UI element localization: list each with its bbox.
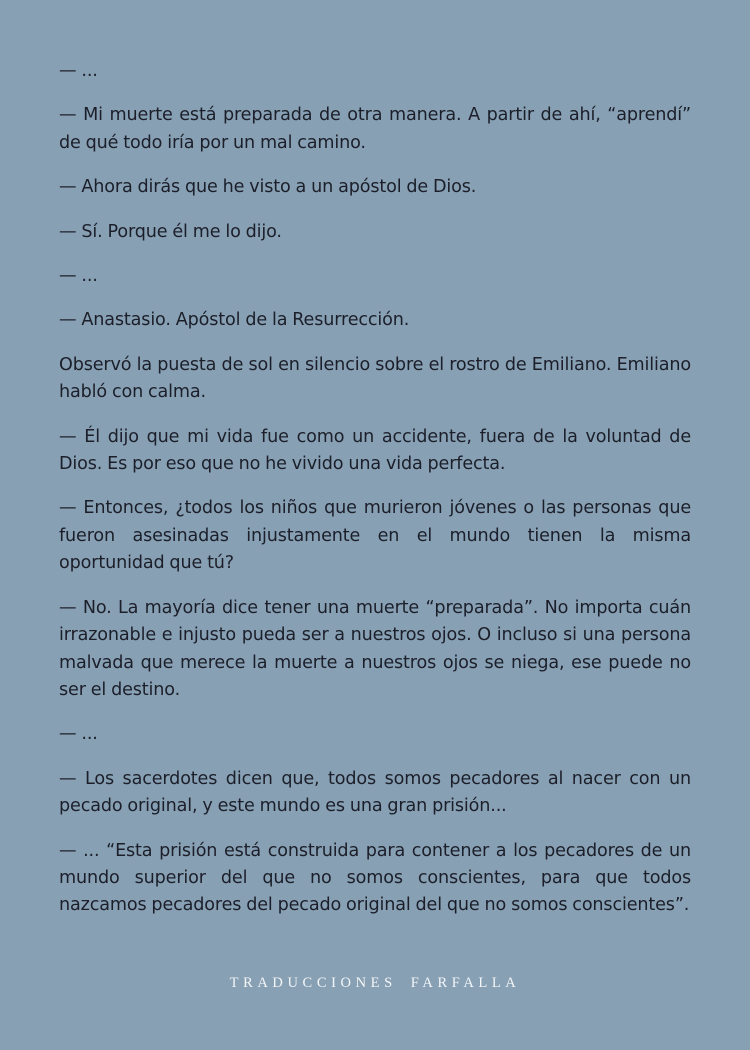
dialogue-paragraph: — No. La mayoría dice tener una muerte “preparada”. No importa cuán irrazonable e injusto pueda ser a nuestros ojos. O incluso si una persona malvada que merece la muerte a nuestros ojos se niega, ese puede no ser el destino.: [59, 597, 691, 700]
dialogue-paragraph: — ...: [59, 61, 98, 81]
dialogue-paragraph: — Anastasio. Apóstol de la Resurrección.: [59, 310, 410, 331]
dialogue-paragraph: — ... “Esta prisión está construida para contener a los pecadores de un mundo superior del que no somos conscientes, para que todos nazcamos pecadores del pecado original del que no somos conscientes”.: [59, 840, 691, 916]
dialogue-paragraph: — Él dijo que mi vida fue como un accidente, fuera de la voluntad de Dios. Es por eso que no he vivido una vida perfecta.: [59, 426, 691, 475]
dialogue-paragraph: — Los sacerdotes dicen que, todos somos pecadores al nacer con un pecado original, y este mundo es una gran prisión...: [59, 768, 691, 817]
dialogue-paragraph: — Mi muerte está preparada de otra manera. A partir de ahí, “aprendí” de qué todo iría por un mal camino.: [59, 105, 691, 153]
footer-word-traducciones: TRADUCCIONES: [229, 975, 397, 991]
narration-paragraph: Observó la puesta de sol en silencio sobre el rostro de Emiliano. Emiliano habló con calma.: [59, 354, 691, 403]
footer-credit: [0, 975, 750, 992]
dialogue-paragraph: — Entonces, ¿todos los niños que murieron jóvenes o las personas que fueron asesinadas injustamente en el mundo tienen la misma oportunidad que tú?: [59, 498, 691, 574]
dialogue-paragraph: — ...: [59, 724, 98, 745]
footer-word-farfalla: FARFALLA: [410, 975, 521, 991]
dialogue-paragraph: — Ahora dirás que he visto a un apóstol de Dios.: [59, 177, 477, 198]
dialogue-paragraph: — Sí. Porque él me lo dijo.: [59, 221, 282, 242]
dialogue-paragraph: — ...: [59, 266, 98, 287]
page-body: [59, 58, 691, 937]
